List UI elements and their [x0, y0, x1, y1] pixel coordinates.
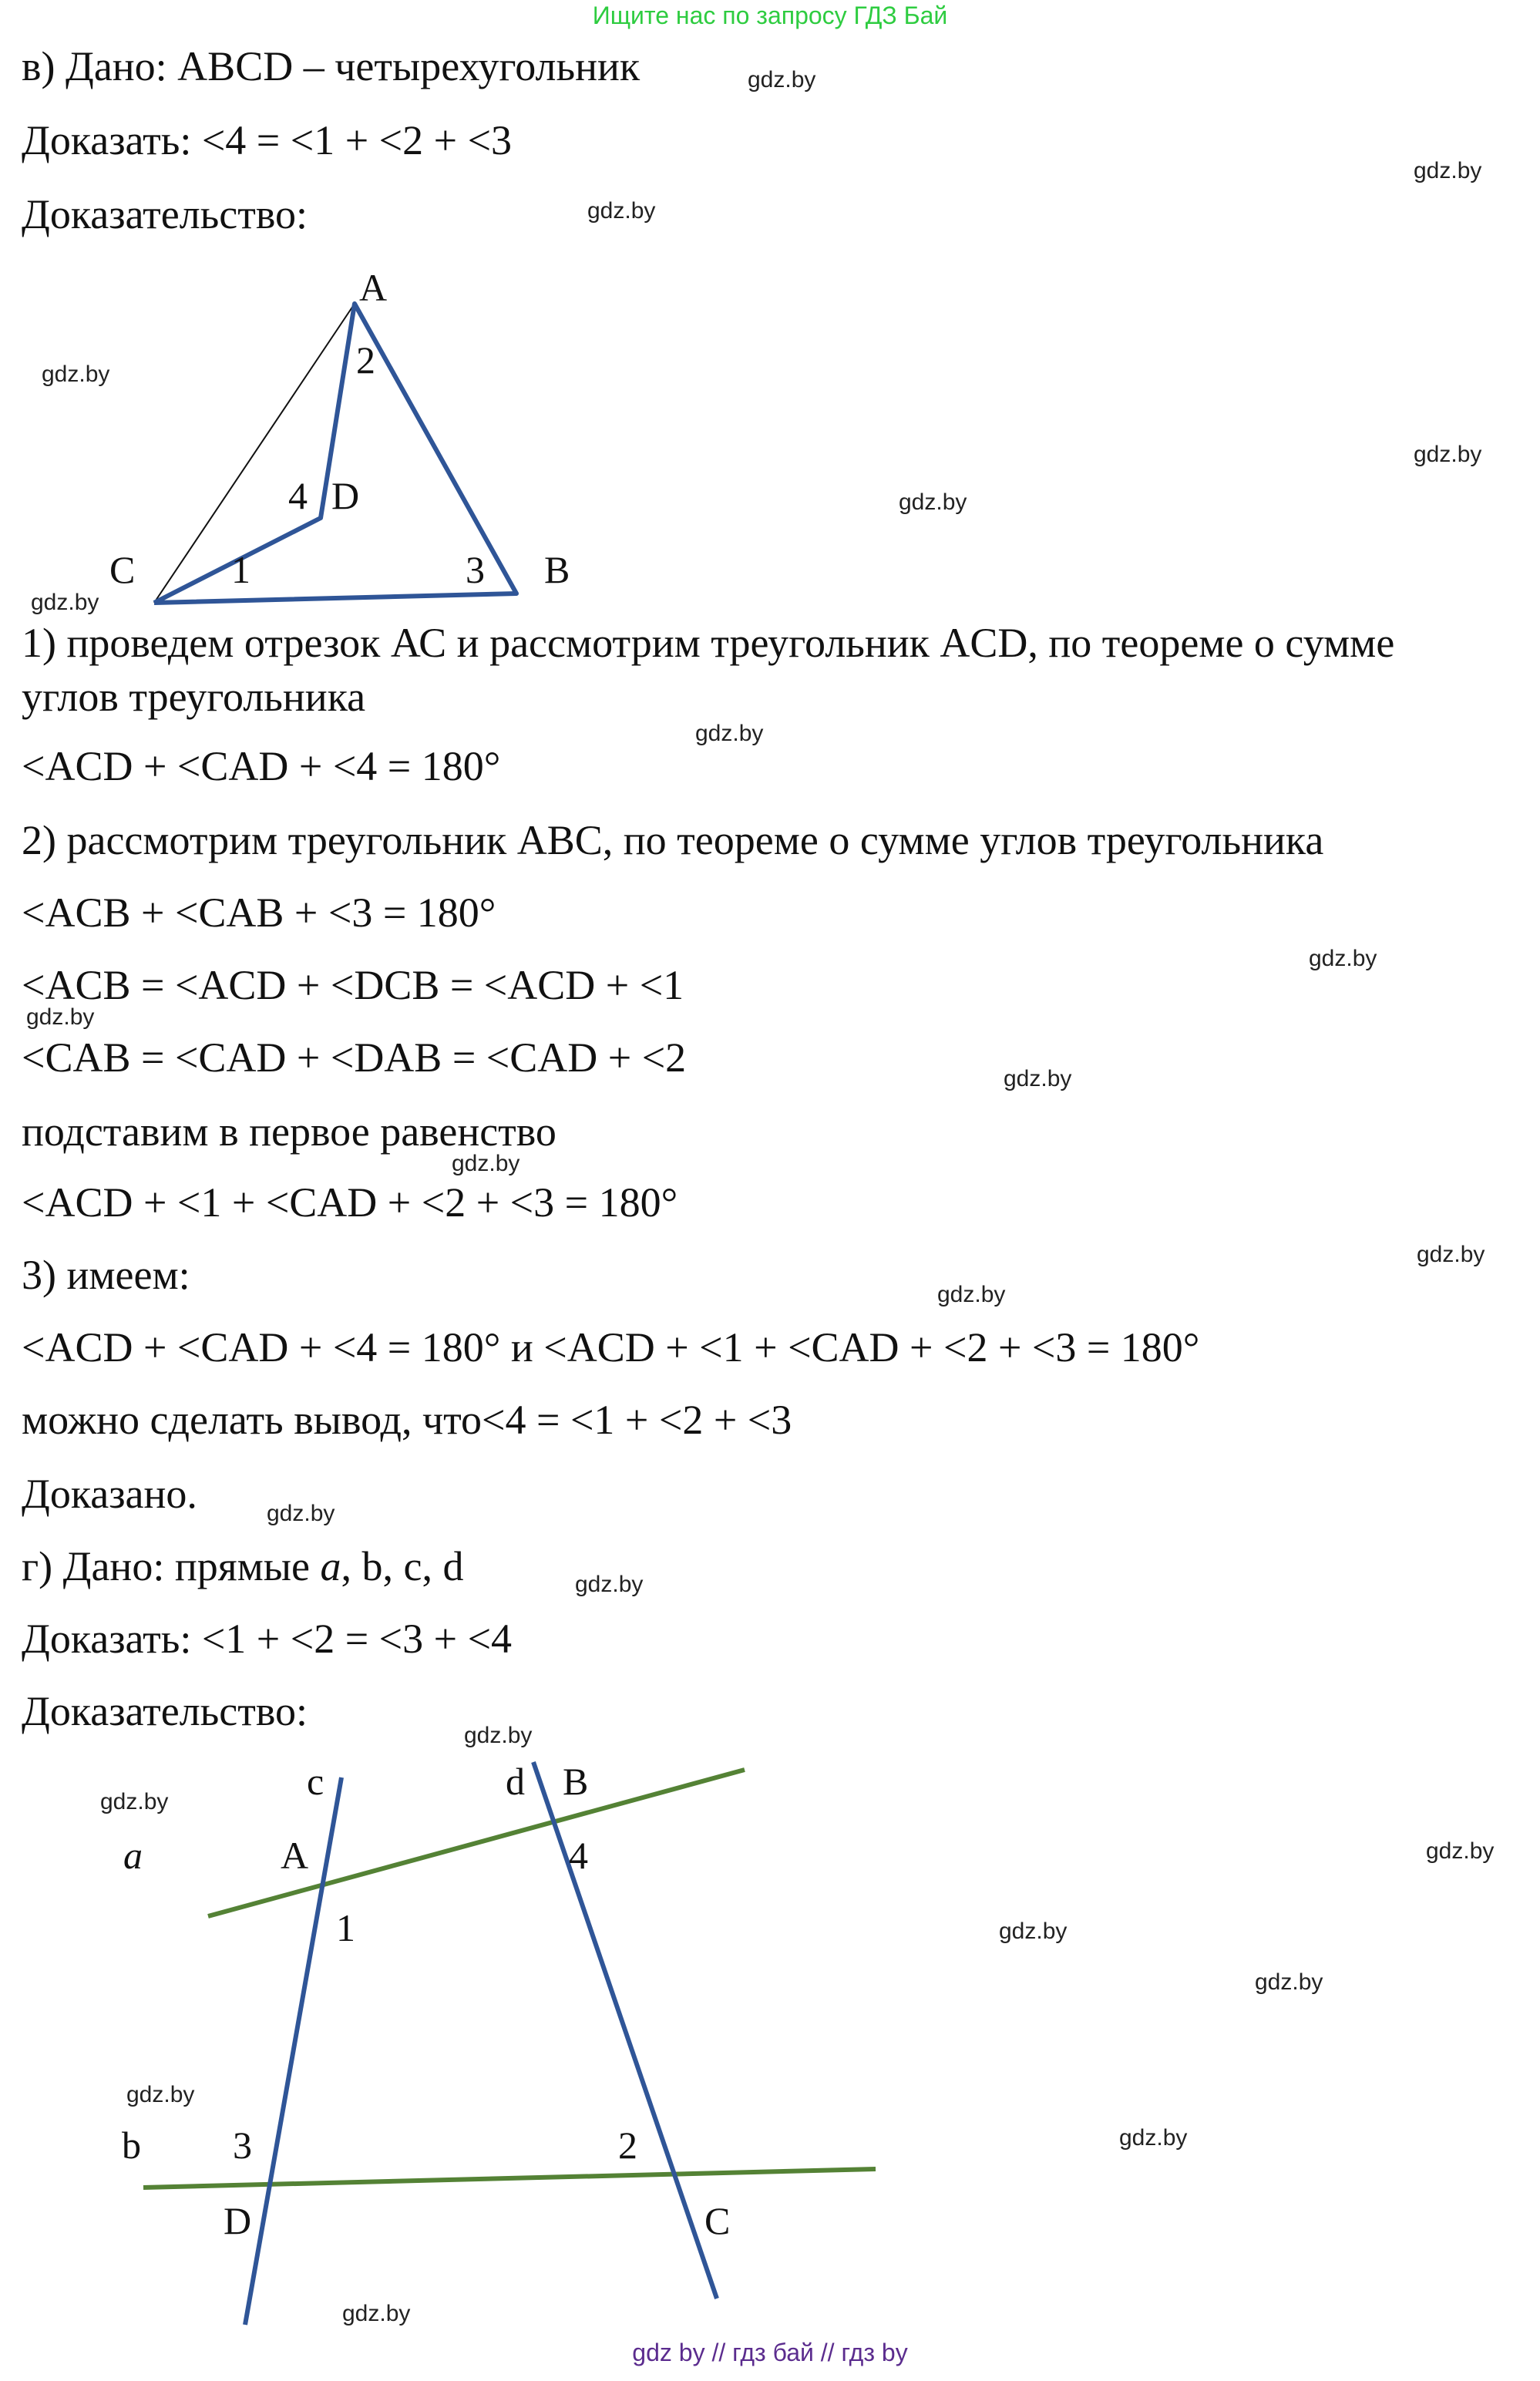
proof-heading-g: Доказательство:	[22, 1688, 308, 1734]
segment-ac	[154, 304, 355, 603]
angle-2-label-g: 2	[618, 2124, 637, 2167]
label-c: C	[109, 548, 136, 591]
label-b: B	[544, 548, 570, 591]
angle-3-label: 3	[466, 548, 485, 591]
angle-2-label: 2	[356, 338, 375, 382]
watermark: gdz.by	[100, 1789, 169, 1814]
watermark: gdz.by	[1004, 1066, 1072, 1091]
label-point-c: C	[704, 2199, 731, 2242]
step1-line1: 1) проведем отрезок АС и рассмотрим треугольник ACD, по теореме о сумме	[22, 620, 1395, 666]
watermark: gdz.by	[126, 2082, 195, 2107]
label-a: A	[359, 266, 388, 309]
watermark: gdz.by	[1119, 2125, 1188, 2151]
equation-5: <ACD + <1 + <CAD + <2 + <3 = 180°	[22, 1179, 678, 1226]
watermark: gdz.by	[26, 1004, 95, 1030]
watermark: gdz.by	[1417, 1242, 1485, 1267]
equation-2: <ACB + <CAB + <3 = 180°	[22, 890, 496, 936]
watermark: gdz.by	[452, 1151, 520, 1176]
angle-1-label: 1	[231, 548, 251, 591]
prove-v: Доказать: <4 = <1 + <2 + <3	[22, 117, 513, 163]
proof-heading-v: Доказательство:	[22, 191, 308, 237]
watermark: gdz.by	[1309, 946, 1377, 971]
equation-3: <ACB = <ACD + <DCB = <ACD + <1	[22, 962, 684, 1008]
watermark: gdz.by	[575, 1572, 644, 1597]
watermark: gdz.by	[342, 2301, 411, 2326]
given-v: в) Дано: ABCD – четырехугольник	[22, 43, 641, 89]
step2-text: 2) рассмотрим треугольник ABC, по теореме о сумме углов треугольника	[22, 817, 1324, 863]
top-banner: Ищите нас по запросу ГДЗ Бай	[592, 2, 948, 29]
equation-1: <ACD + <CAD + <4 = 180°	[22, 743, 501, 789]
quadrilateral-abcd	[154, 304, 516, 603]
watermark: gdz.by	[999, 1919, 1068, 1944]
step3-text: 3) имеем:	[22, 1252, 190, 1298]
prove-g: Доказать: <1 + <2 = <3 + <4	[22, 1616, 513, 1662]
label-point-b: B	[563, 1760, 589, 1803]
given-g-line-a: a	[320, 1543, 341, 1589]
label-point-d: D	[224, 2199, 252, 2242]
label-point-a: A	[281, 1834, 309, 1877]
watermark: gdz.by	[937, 1282, 1006, 1307]
angle-4-label-g: 4	[569, 1834, 588, 1877]
watermark: gdz.by	[267, 1501, 335, 1526]
watermark: gdz.by	[1414, 158, 1482, 183]
given-g-prefix: г) Дано: прямые	[22, 1543, 321, 1589]
angle-4-label: 4	[288, 474, 308, 517]
label-line-a: a	[123, 1834, 143, 1877]
given-g	[22, 1542, 463, 1591]
angle-1-label-g: 1	[336, 1906, 355, 1949]
equation-4: <CAB = <CAD + <DAB = <CAD + <2	[22, 1034, 687, 1081]
conclusion-text: можно сделать вывод, что<4 = <1 + <2 + <3	[22, 1397, 792, 1443]
label-d: D	[331, 474, 360, 517]
watermark: gdz.by	[748, 67, 816, 92]
watermark: gdz.by	[1255, 1969, 1323, 1995]
watermark: gdz.by	[695, 721, 764, 746]
watermark: gdz.by	[587, 198, 656, 224]
watermark: gdz.by	[42, 362, 110, 387]
substitute-text: подставим в первое равенство	[22, 1108, 556, 1155]
watermark: gdz.by	[31, 590, 99, 615]
watermark: gdz.by	[899, 489, 967, 515]
footer: gdz by // гдз бай // гдз by	[632, 2339, 908, 2366]
watermark: gdz.by	[1426, 1838, 1495, 1864]
line-d	[533, 1762, 717, 2299]
label-line-c: c	[307, 1760, 324, 1803]
label-line-b: b	[122, 2124, 141, 2167]
step1-line2: углов треугольника	[22, 674, 366, 720]
line-b	[143, 2169, 876, 2188]
equation-6: <ACD + <CAD + <4 = 180° и <ACD + <1 + <CAD + <2 + <3 = 180°	[22, 1324, 1200, 1370]
given-g-rest: , b, c, d	[341, 1543, 464, 1589]
label-line-d: d	[506, 1760, 525, 1803]
angle-3-label-g: 3	[233, 2124, 252, 2167]
watermark: gdz.by	[1414, 442, 1482, 467]
watermark: gdz.by	[464, 1723, 533, 1748]
lines-figure	[122, 1760, 876, 2325]
triangle-figure	[109, 266, 570, 603]
proved-text: Доказано.	[22, 1471, 197, 1517]
